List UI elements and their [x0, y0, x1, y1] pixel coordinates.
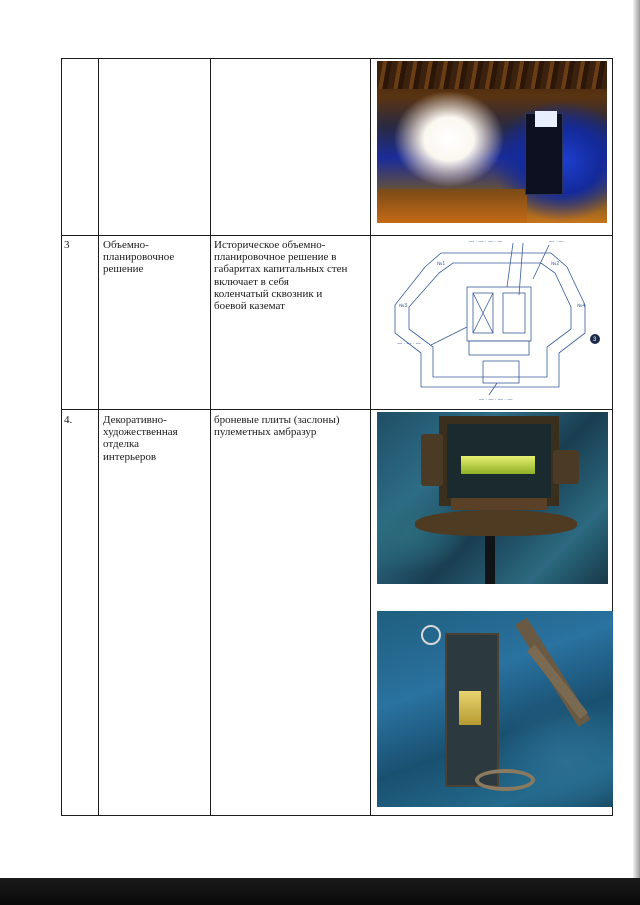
row-description: Историческое объемно- планировочное решение в габаритах капитальных стен включает в себя коленчатый сквозник и боевой каземат: [214, 239, 348, 313]
room-label-2: №2: [551, 261, 560, 267]
row-number: 3: [64, 239, 70, 251]
table-line-bottom: [61, 815, 613, 816]
page-edge-shadow: [633, 0, 640, 878]
room-label-4: №4: [577, 303, 586, 309]
table-line-row3: [61, 409, 613, 410]
table-col-line-4: [370, 58, 371, 816]
svg-text:— · — · — · —: — · — · — · —: [479, 397, 513, 403]
room-label-1: №1: [437, 261, 446, 267]
circle-marker-label: 3: [593, 337, 597, 343]
svg-text:— · — · — · —: — · — · — · —: [469, 239, 503, 245]
row-name: Декоративно- художественная отделка интерьеров: [103, 414, 178, 463]
casemate-interior-photo: [377, 61, 607, 223]
row-description: броневые плиты (заслоны) пулеметных амбразур: [214, 414, 340, 439]
floor-plan-diagram: [373, 235, 607, 405]
svg-text:— · —: — · —: [549, 239, 564, 245]
room-label-3: №3: [399, 303, 408, 309]
svg-text:— · — · —: — · — · —: [397, 341, 421, 347]
armor-plate-photo-2: [377, 611, 613, 807]
table-line-top: [61, 58, 613, 59]
table-col-line-1: [61, 58, 62, 816]
row-number: 4.: [64, 414, 73, 426]
table-col-line-2: [98, 58, 99, 816]
scan-bottom-border: [0, 878, 640, 905]
row-name: Объемно- планировочное решение: [103, 239, 175, 276]
armor-plate-photo-1: [377, 412, 608, 584]
table-col-line-3: [210, 58, 211, 816]
